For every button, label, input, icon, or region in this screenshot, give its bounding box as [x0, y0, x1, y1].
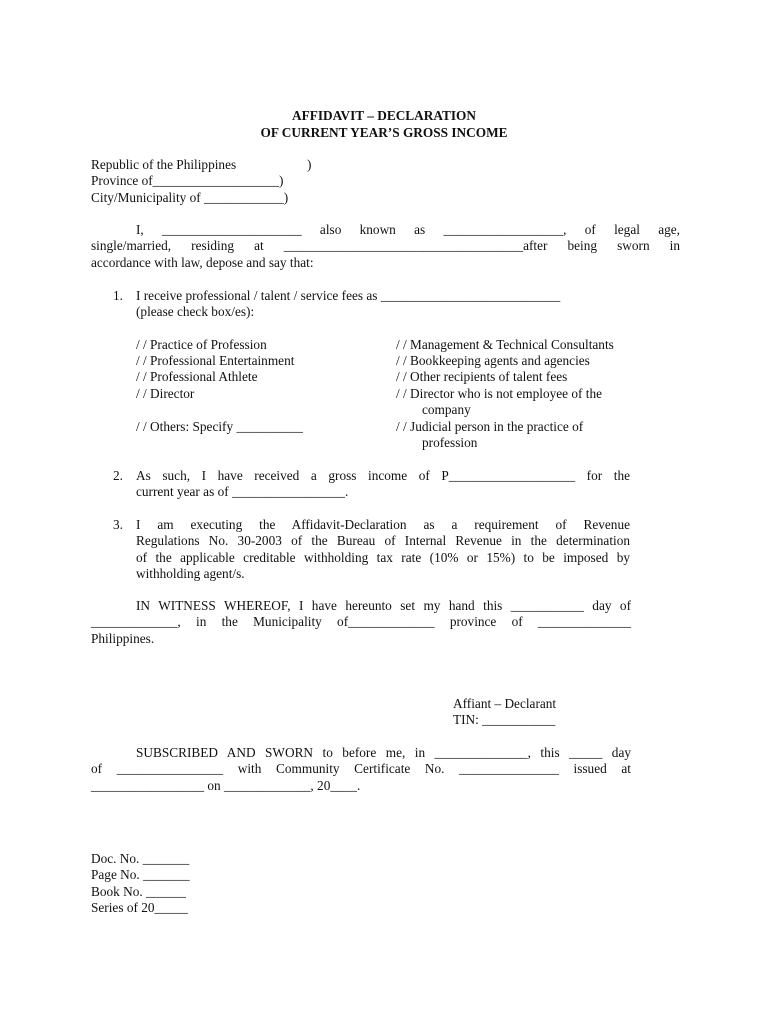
checkbox-professional-entertainment: / / Professional Entertainment: [136, 353, 295, 368]
checkbox-practice-of-profession: / / Practice of Profession: [136, 337, 267, 352]
series-of: Series of 20_____: [91, 900, 188, 915]
sworn-line1: SUBSCRIBED AND SWORN to before me, in ______________, this _____ day: [136, 745, 631, 760]
venue-province: Province of___________________): [91, 173, 284, 188]
item2-number: 2.: [113, 468, 123, 483]
item3-line2: Regulations No. 30-2003 of the Bureau of Internal Revenue in the determination: [136, 533, 630, 549]
witness-line2: _____________, in the Municipality of_____________ province of ______________: [91, 614, 631, 630]
item3-line4: withholding agent/s.: [136, 566, 245, 582]
checkbox-director-not-employee: / / Director who is not employee of the: [396, 386, 603, 401]
book-no: Book No. ______: [91, 884, 186, 899]
item2-line1: As such, I have received a gross income of P___________________ for the: [136, 468, 630, 483]
venue-city: City/Municipality of ____________): [91, 190, 289, 205]
document-title-line1: AFFIDAVIT – DECLARATION: [292, 108, 476, 123]
checkbox-management-technical-consultants: / / Management & Technical Consultants: [396, 337, 614, 352]
item3-line1: I am executing the Affidavit-Declaration as a requirement of Revenue: [136, 517, 630, 532]
checkbox-professional-athlete: / / Professional Athlete: [136, 369, 258, 384]
item3-line3: of the applicable creditable withholding tax rate (10% or 15%) to be imposed by: [136, 549, 630, 565]
checkbox-other-recipients-talent-fees: / / Other recipients of talent fees: [396, 369, 568, 384]
checkbox-judicial-person-cont: profession: [422, 435, 478, 450]
item2-line2: current year as of _________________.: [136, 484, 349, 500]
item1-line2: (please check box/es):: [136, 304, 255, 319]
intro-paragraph: [91, 222, 680, 271]
witness-paragraph: [91, 598, 631, 647]
affiant-tin: TIN: ___________: [453, 712, 556, 727]
sworn-line3: _________________ on _____________, 20____.: [91, 777, 361, 793]
item2-paragraph: [136, 468, 630, 501]
affiant-declarant-label: Affiant – Declarant: [453, 696, 557, 711]
witness-line3: Philippines.: [91, 630, 155, 646]
sworn-paragraph: [91, 745, 631, 794]
doc-no: Doc. No. _______: [91, 851, 190, 866]
venue-republic: Republic of the Philippines: [91, 157, 237, 172]
item3-paragraph: [136, 517, 630, 583]
document-title-line2: OF CURRENT YEAR’S GROSS INCOME: [260, 125, 508, 140]
checkbox-judicial-person: / / Judicial person in the practice of: [396, 419, 584, 434]
item3-number: 3.: [113, 517, 123, 532]
venue-republic-paren: ): [307, 157, 312, 172]
checkbox-director: / / Director: [136, 386, 195, 401]
item1-line1: I receive professional / talent / service fees as ___________________________: [136, 288, 561, 303]
witness-line1: IN WITNESS WHEREOF, I have hereunto set my hand this ___________ day of: [136, 598, 631, 613]
checkbox-bookkeeping-agents: / / Bookkeeping agents and agencies: [396, 353, 590, 368]
intro-line2: single/married, residing at ____________________________________after being sworn in: [91, 238, 680, 254]
item1-number: 1.: [113, 288, 123, 303]
page-no: Page No. _______: [91, 867, 190, 882]
checkbox-others-specify: / / Others: Specify __________: [136, 419, 303, 434]
intro-line3: accordance with law, depose and say that:: [91, 254, 314, 270]
intro-line1: I, _____________________ also known as __________________, of legal age,: [136, 222, 680, 237]
sworn-line2: of ________________ with Community Certificate No. _______________ issued at: [91, 761, 631, 777]
checkbox-director-not-employee-cont: company: [422, 402, 471, 417]
